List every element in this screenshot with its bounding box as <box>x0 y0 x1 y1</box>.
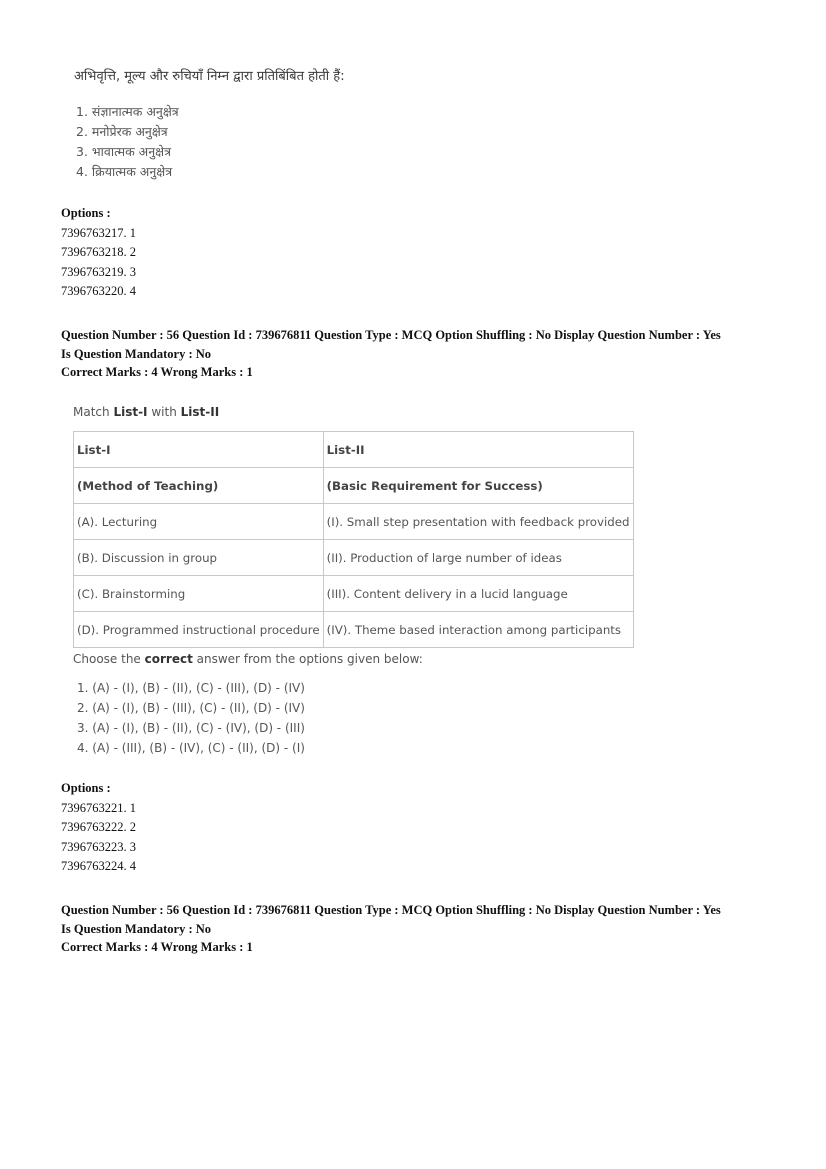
table-subheader-row <box>74 468 634 504</box>
table-row <box>74 540 634 576</box>
question-choice: 2. मनोप्रेरक अनुक्षेत्र <box>76 124 168 139</box>
option-id: 7396763220. 4 <box>61 284 136 298</box>
options-block-prev <box>61 204 136 302</box>
table-header-row <box>74 432 634 468</box>
option-id: 7396763222. 2 <box>61 820 136 834</box>
question-meta-line: Is Question Mandatory : No <box>61 346 212 361</box>
question-meta-line: Correct Marks : 4 Wrong Marks : 1 <box>61 939 253 954</box>
options-label: Options : <box>61 781 111 795</box>
choose-instruction: Choose the correct answer from the options given below: <box>73 652 423 666</box>
option-id: 7396763217. 1 <box>61 225 136 240</box>
table-cell: (III). Content delivery in a lucid language <box>323 576 633 612</box>
option-id: 7396763221. 1 <box>61 800 136 815</box>
question-choice: 3. भावात्मक अनुक्षेत्र <box>76 144 172 159</box>
question-meta-line: Question Number : 56 Question Id : 739676811 Question Type : MCQ Option Shuffling : No Display Question Number : Yes <box>61 903 721 917</box>
table-cell: (C). Brainstorming <box>74 576 324 612</box>
question-meta-line: Is Question Mandatory : No <box>61 921 212 936</box>
table-row <box>74 576 634 612</box>
question-image-prev <box>74 66 345 182</box>
option-id: 7396763224. 4 <box>61 859 136 873</box>
option-id: 7396763218. 2 <box>61 245 136 259</box>
question-choice: 1. संज्ञानात्मक अनुक्षेत्र <box>76 104 179 119</box>
option-id: 7396763223. 3 <box>61 839 136 854</box>
table-row <box>74 504 634 540</box>
table-subheader-cell: (Method of Teaching) <box>74 468 324 504</box>
table-cell: (A). Lecturing <box>74 504 324 540</box>
match-intro: Match List-I with List-II <box>73 405 220 419</box>
table-subheader-cell: (Basic Requirement for Success) <box>323 468 633 504</box>
question-stem: अभिवृत्ति, मूल्य और रुचियाँ निम्न द्वारा प्रतिबिंबित होती हैं: <box>74 69 345 84</box>
table-header-cell: List-II <box>323 432 633 468</box>
option-id: 7396763219. 3 <box>61 264 136 279</box>
table-row <box>74 612 634 648</box>
options-label: Options : <box>61 206 111 220</box>
table-cell: (B). Discussion in group <box>74 540 324 576</box>
answer-choice: 2. (A) - (I), (B) - (III), (C) - (II), (D) - (IV) <box>77 701 305 715</box>
table-header-cell: List-I <box>74 432 324 468</box>
answer-choice: 1. (A) - (I), (B) - (II), (C) - (III), (D) - (IV) <box>77 681 305 695</box>
table-cell: (I). Small step presentation with feedback provided <box>323 504 633 540</box>
question-meta-line: Question Number : 56 Question Id : 739676811 Question Type : MCQ Option Shuffling : No Display Question Number : Yes <box>61 328 721 342</box>
answer-choice: 4. (A) - (III), (B) - (IV), (C) - (II), (D) - (I) <box>77 741 305 755</box>
table-cell: (IV). Theme based interaction among participants <box>323 612 633 648</box>
question-meta-line: Correct Marks : 4 Wrong Marks : 1 <box>61 364 253 379</box>
match-table <box>73 431 634 648</box>
table-cell: (D). Programmed instructional procedure <box>74 612 324 648</box>
question-meta-1 <box>61 326 721 382</box>
answer-choice: 3. (A) - (I), (B) - (II), (C) - (IV), (D) - (III) <box>77 721 305 735</box>
question-choice: 4. क्रियात्मक अनुक्षेत्र <box>76 164 173 179</box>
table-cell: (II). Production of large number of ideas <box>323 540 633 576</box>
question-meta-2 <box>61 901 721 957</box>
question-image-56 <box>73 405 633 758</box>
options-block-56 <box>61 779 136 877</box>
